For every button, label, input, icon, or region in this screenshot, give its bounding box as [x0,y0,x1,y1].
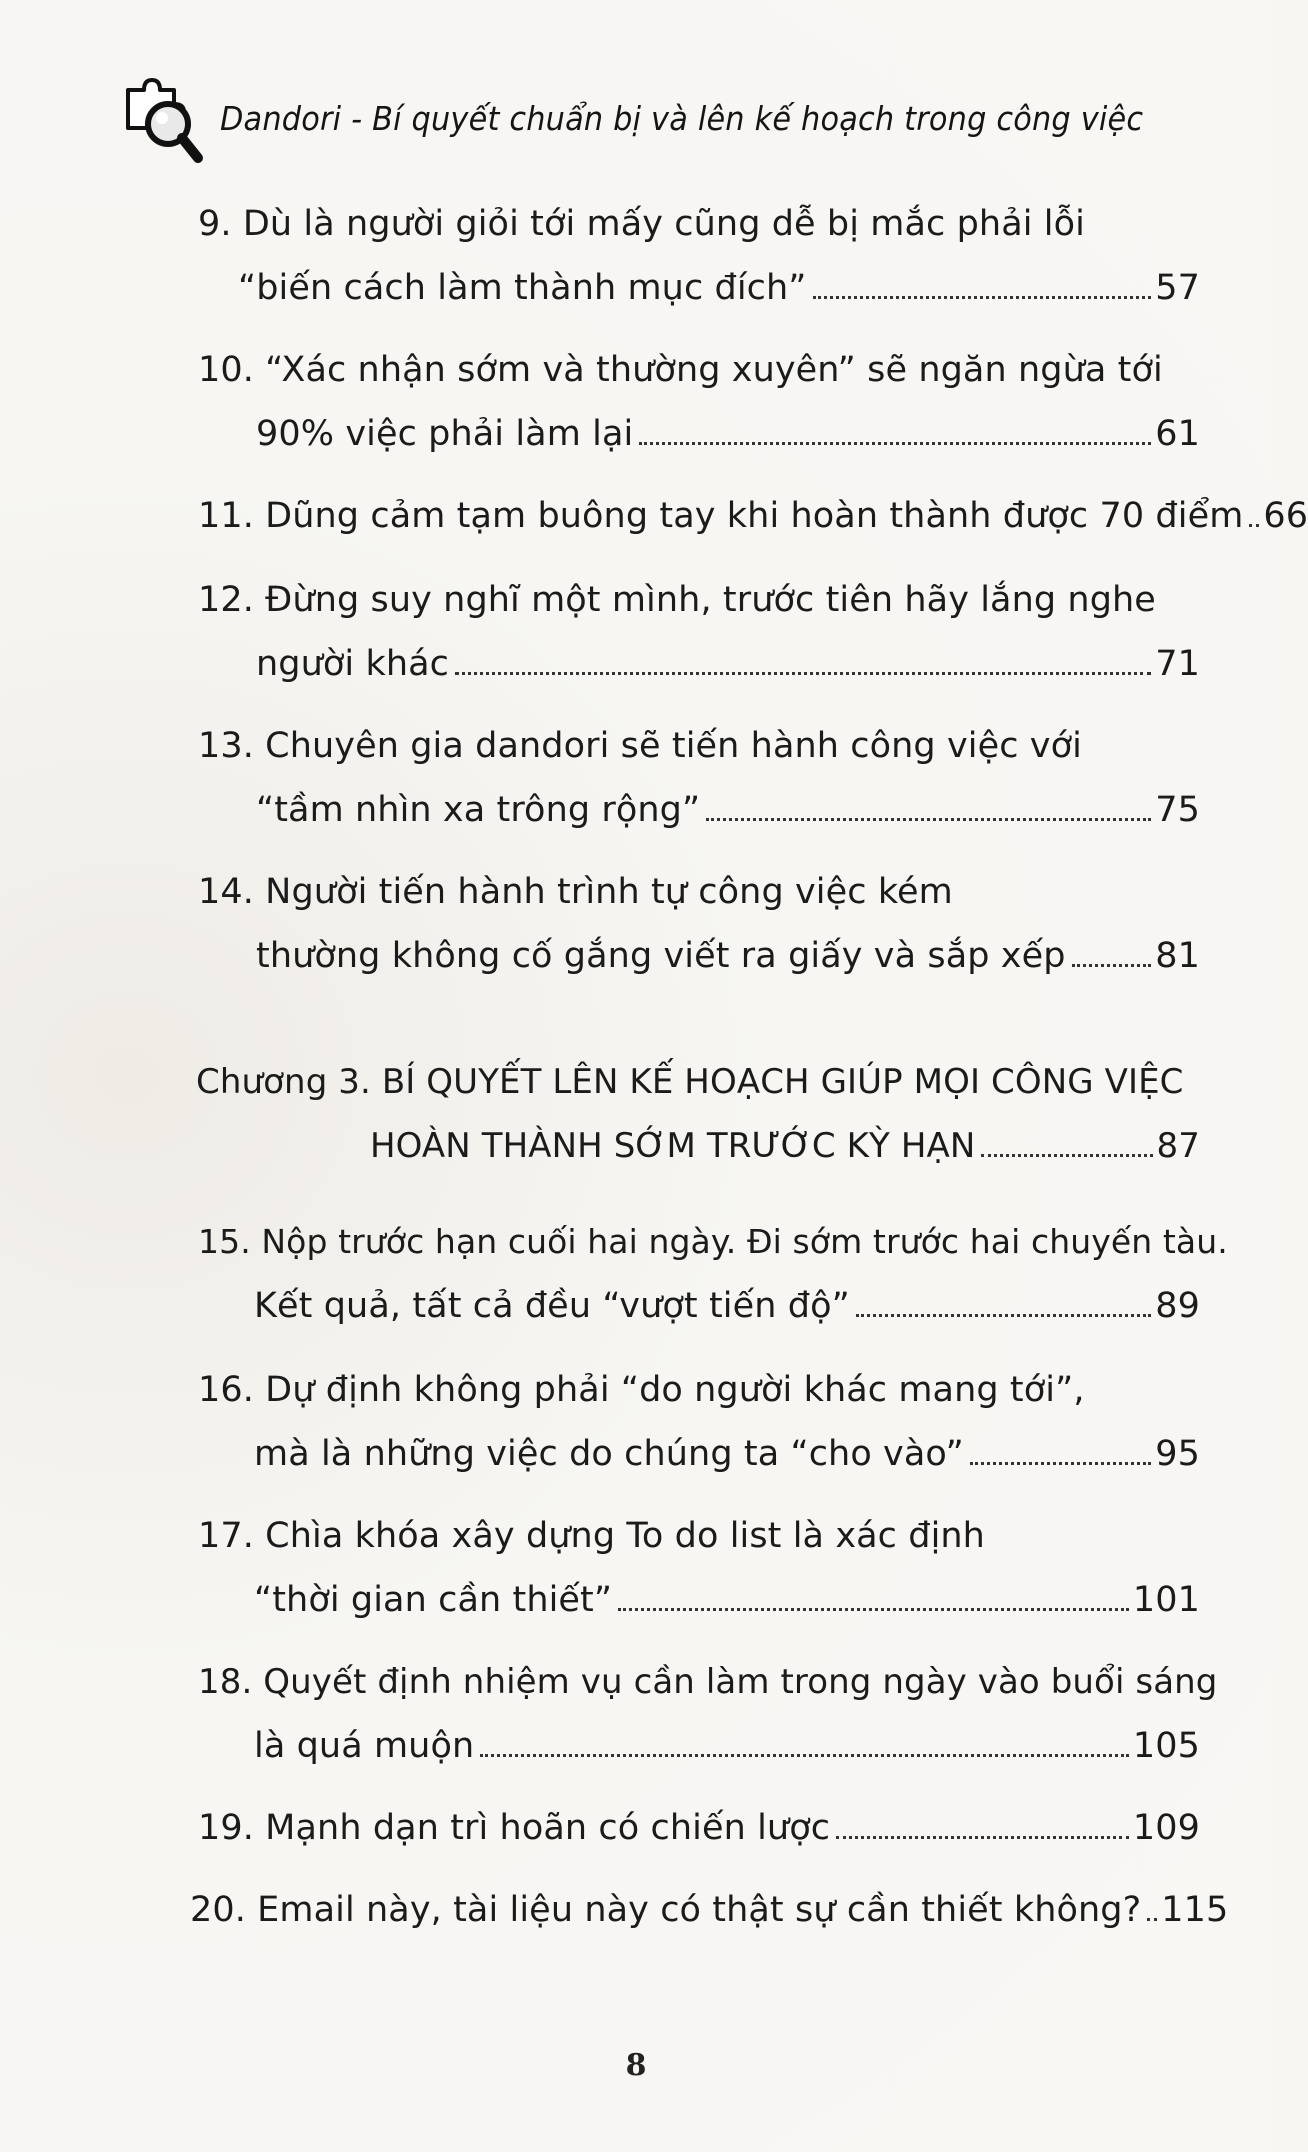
toc-entry-17-line2: “thời gian cần thiết” 101 [254,1580,1200,1620]
page-number: 95 [1155,1434,1200,1474]
leader-dots [455,672,1151,675]
leader-dots [639,442,1151,445]
page-number: 66 [1263,496,1308,536]
toc-entry-15-line1: 15. Nộp trước hạn cuối hai ngày. Đi sớm trước hai chuyến tàu. [198,1222,1228,1261]
page-number: 81 [1155,936,1200,976]
toc-entry-16-line1: 16. Dự định không phải “do người khác mang tới”, [198,1370,1085,1410]
toc-entry-19: 19. Mạnh dạn trì hoãn có chiến lược 109 [198,1808,1200,1848]
toc-entry-16-line2: mà là những việc do chúng ta “cho vào” 95 [254,1434,1200,1474]
leader-dots [981,1154,1152,1157]
leader-dots [618,1608,1129,1611]
toc-entry-10-line1: 10. “Xác nhận sớm và thường xuyên” sẽ ngăn ngừa tới [198,350,1163,390]
toc-entry-17-line1: 17. Chìa khóa xây dựng To do list là xác định [198,1516,985,1556]
toc-chapter-3-line1: Chương 3. BÍ QUYẾT LÊN KẾ HOẠCH GIÚP MỌI CÔNG VIỆC [196,1062,1184,1102]
page-number: 89 [1155,1286,1200,1326]
book-title: Dandori - Bí quyết chuẩn bị và lên kế hoạch trong công việc [220,98,1144,138]
toc-entry-14-line2: thường không cố gắng viết ra giấy và sắp xếp 81 [256,936,1200,976]
leader-dots [1147,1918,1157,1921]
leader-dots [1072,964,1152,967]
toc-entry-12-line1: 12. Đừng suy nghĩ một mình, trước tiên hãy lắng nghe [198,580,1156,620]
toc-chapter-3-line2: HOÀN THÀNH SỚM TRƯỚC KỲ HẠN 87 [370,1126,1200,1166]
toc-entry-12-line2: người khác 71 [256,644,1200,684]
toc-entry-18-line1: 18. Quyết định nhiệm vụ cần làm trong ngày vào buổi sáng [198,1662,1218,1702]
page-number: 57 [1155,268,1200,308]
toc-entry-13-line1: 13. Chuyên gia dandori sẽ tiến hành công việc với [198,726,1082,766]
toc-entry-11: 11. Dũng cảm tạm buông tay khi hoàn thành được 70 điểm 66 [198,496,1308,536]
page-number: 61 [1155,414,1200,454]
leader-dots [706,818,1151,821]
page-number: 75 [1155,790,1200,830]
leader-dots [1249,524,1259,527]
toc-entry-18-line2: là quá muộn 105 [254,1726,1200,1766]
page-number: 101 [1132,1580,1200,1620]
page-number: 109 [1132,1808,1200,1848]
leader-dots [970,1462,1151,1465]
toc-entry-13-line2: “tầm nhìn xa trông rộng” 75 [256,790,1200,830]
toc-entry-15-line2: Kết quả, tất cả đều “vượt tiến độ” 89 [254,1286,1200,1326]
page-footer-number: 8 [625,2048,647,2083]
toc-entry-10-line2: 90% việc phải làm lại 61 [256,414,1200,454]
page-number: 115 [1161,1890,1229,1930]
magnifier-puzzle-icon [118,72,206,164]
leader-dots [813,296,1152,299]
toc-entry-14-line1: 14. Người tiến hành trình tự công việc kém [198,872,953,912]
page-number: 87 [1156,1126,1200,1166]
leader-dots [480,1754,1129,1757]
page-number: 71 [1155,644,1200,684]
leader-dots [836,1836,1129,1839]
running-header [118,68,1224,168]
page-number: 105 [1132,1726,1200,1766]
toc-entry-20: 20. Email này, tài liệu này có thật sự cần thiết không? 115 [190,1890,1229,1930]
toc-entry-9-line1: 9. Dù là người giỏi tới mấy cũng dễ bị mắc phải lỗi [198,204,1085,244]
toc-entry-9-line2: “biến cách làm thành mục đích” 57 [238,268,1200,308]
leader-dots [856,1314,1151,1317]
